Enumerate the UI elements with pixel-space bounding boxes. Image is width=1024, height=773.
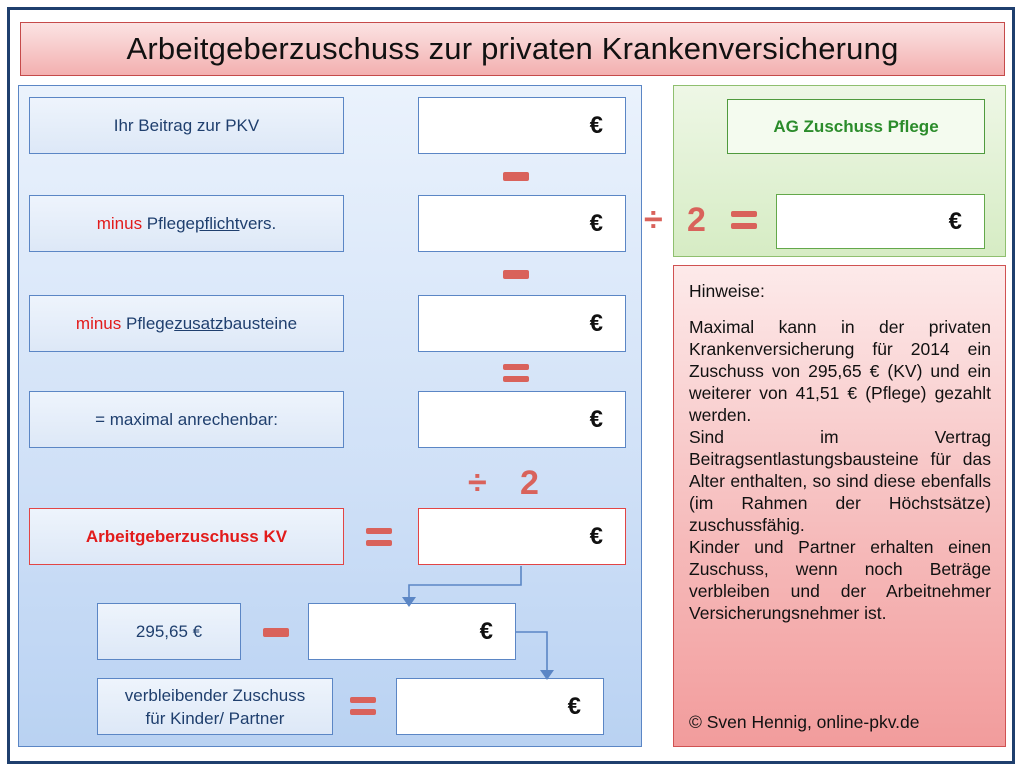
euro-sign: € [589,111,603,139]
hinweise-panel [673,265,1006,747]
divide-operator-1: ÷ [468,464,487,502]
pflege-word: Pflege [142,213,196,233]
euro-sign: € [589,522,603,550]
input-ag-zuschuss-pflege[interactable] [776,194,985,249]
zusatz-word: zusatz [174,313,224,333]
euro-sign: € [589,309,603,337]
label-verbleibend-line1: verbleibender Zuschuss [124,685,306,705]
hinweis-paragraph-1: Maximal kann in der privaten Krankenversicherung für 2014 ein Zuschuss von 295,65 € (KV) und ein weiterer von 41,51 € (Pflege) gezahlt werden. [689,317,991,425]
copyright-text: © Sven Hennig, online-pkv.de [689,712,920,732]
equals-operator-4 [731,211,757,229]
arrow-kv-to-differenz [409,566,521,600]
label-ag-zuschuss-pflege [727,99,985,154]
label-verbleibend-line2: für Kinder/ Partner [145,708,285,728]
hinweis-paragraph-3: Kinder und Partner erhalten einen Zuschuss, wenn noch Beträge verbleiben und der Arbeitnehmer Versicherungsnehmer ist. [689,537,991,623]
bausteine-word: bausteine [223,313,298,333]
hinweise-heading: Hinweise: [689,281,765,301]
vers-word: vers. [239,213,277,233]
pflicht-word: pflicht [195,213,240,233]
euro-sign: € [589,405,603,433]
euro-sign: € [948,207,962,235]
arrow-head-2 [540,670,554,680]
divisor-two-1: 2 [520,464,539,502]
divisor-two-2: 2 [687,201,706,239]
page-title: Arbeitgeberzuschuss zur privaten Krankenversicherung [126,31,899,66]
label-maximal-text: = maximal anrechenbar: [95,409,278,429]
minus-prefix: minus [75,313,122,333]
hinweis-paragraph-2: Sind im Vertrag Beitragsentlastungsbausteine für das Alter enthalten, so sind diese ebenfalls (im Rahmen der Höchstsätze) zuschussfähig. [689,427,991,535]
label-ag-kv-text: Arbeitgeberzuschuss KV [85,526,288,546]
euro-sign: € [567,692,581,720]
euro-sign: € [479,617,493,645]
arrow-head-1 [402,597,416,607]
euro-sign: € [589,209,603,237]
label-pflege-text: AG Zuschuss Pflege [773,116,939,136]
minus-prefix: minus [96,213,143,233]
pflege-word: Pflege [121,313,175,333]
arrow-differenz-to-verbleibend [516,632,547,674]
label-hoechstbetrag-text: 295,65 € [135,621,203,641]
divide-operator-2: ÷ [644,201,663,239]
label-beitrag-pkv-text: Ihr Beitrag zur PKV [113,115,260,135]
